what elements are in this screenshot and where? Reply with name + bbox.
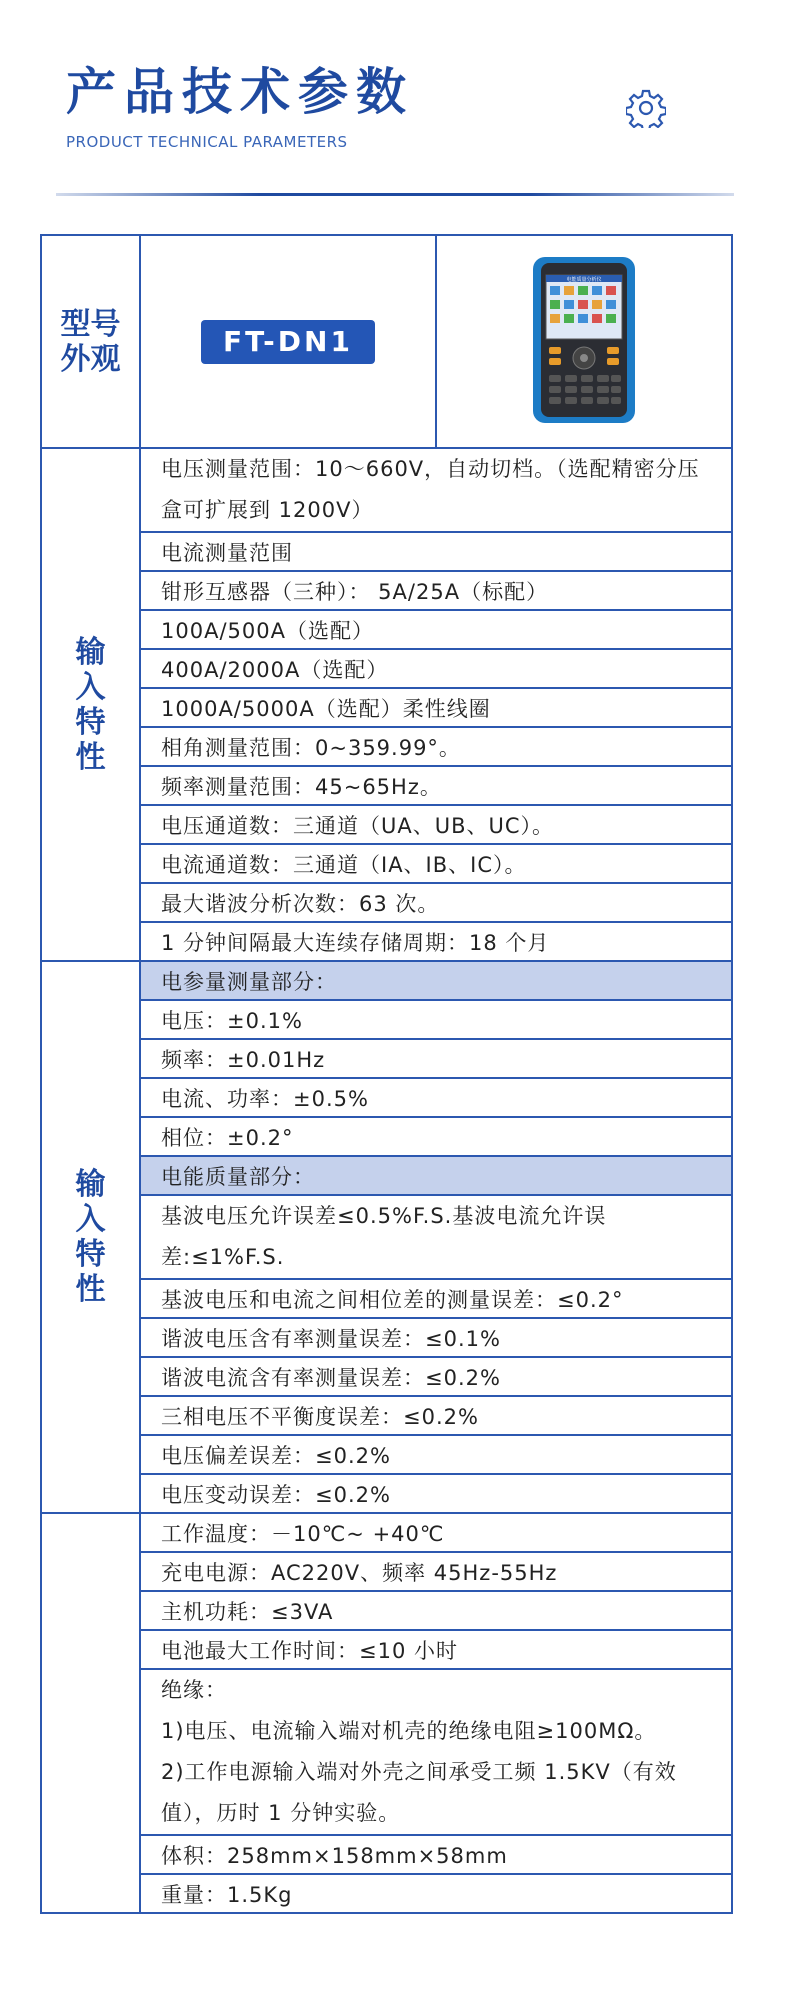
spec-row (41, 1552, 732, 1591)
spec-row (41, 1156, 732, 1195)
spec-row (41, 532, 732, 571)
spec-row (41, 1591, 732, 1630)
spec-row (41, 1396, 732, 1435)
general-spec-cell: 主机功耗：≤3VA (140, 1591, 732, 1630)
input-spec-cell: 电流测量范围 (140, 532, 732, 571)
input-spec-cell: 电压测量范围：10～660V，自动切档。（选配精密分压盒可扩展到 1200V） (140, 448, 732, 532)
accuracy-section-label-char: 特 (75, 1237, 106, 1272)
general-spec-cell: 体积：258mm×158mm×58mm (140, 1835, 732, 1874)
device-screen-icons (550, 286, 616, 323)
section-heading: 电能质量部分： (140, 1156, 732, 1195)
spec-row (41, 883, 732, 922)
input-section-label-char: 入 (75, 669, 106, 705)
spec-table (40, 234, 731, 1914)
spec-row (41, 805, 732, 844)
spec-row (41, 844, 732, 883)
input-spec-cell: 最大谐波分析次数：63 次。 (140, 883, 732, 922)
accuracy-spec-cell: 电压偏差误差：≤0.2% (140, 1435, 732, 1474)
spec-row (41, 688, 732, 727)
input-spec-cell: 1000A/5000A（选配）柔性线圈 (140, 688, 732, 727)
spec-row (41, 610, 732, 649)
spec-row (41, 571, 732, 610)
accuracy-spec-cell: 谐波电流含有率测量误差：≤0.2% (140, 1357, 732, 1396)
general-spec-cell: 重量：1.5Kg (140, 1874, 732, 1913)
input-section-label-char: 输 (75, 634, 106, 670)
spec-row (41, 922, 732, 961)
accuracy-spec-cell: 电压：±0.1% (140, 1000, 732, 1039)
device-image-cell (436, 235, 732, 448)
accuracy-section-label-char: 性 (75, 1272, 106, 1307)
input-spec-cell: 电压通道数：三通道（UA、UB、UC）。 (140, 805, 732, 844)
general-spec-cell: 工作温度：－10℃~ +40℃ (140, 1513, 732, 1552)
input-spec-cell: 频率测量范围：45~65Hz。 (140, 766, 732, 805)
gear-icon (626, 88, 666, 128)
page-subtitle: PRODUCT TECHNICAL PARAMETERS (66, 133, 348, 151)
spec-row (41, 1000, 732, 1039)
spec-row (41, 1630, 732, 1669)
accuracy-spec-cell: 三相电压不平衡度误差：≤0.2% (140, 1396, 732, 1435)
spec-row (41, 1874, 732, 1913)
page-title: 产品技术参数 (66, 63, 414, 121)
input-spec-cell: 1 分钟间隔最大连续存储周期：18 个月 (140, 922, 732, 961)
accuracy-spec-cell: 基波电压和电流之间相位差的测量误差：≤0.2° (140, 1279, 732, 1318)
accuracy-spec-cell: 基波电压允许误差≤0.5%F.S.基波电流允许误差:≤1%F.S. (140, 1195, 732, 1279)
device-image (529, 255, 639, 425)
input-spec-cell: 100A/500A（选配） (140, 610, 732, 649)
spec-row (41, 727, 732, 766)
insulation-title: 绝缘： (161, 1678, 227, 1702)
accuracy-section-label-char: 入 (75, 1202, 106, 1237)
general-section-label (41, 1513, 140, 1913)
spec-row (41, 1318, 732, 1357)
accuracy-spec-cell: 电压变动误差：≤0.2% (140, 1474, 732, 1513)
spec-row (41, 1039, 732, 1078)
input-spec-cell: 钳形互感器（三种）： 5A/25A（标配） (140, 571, 732, 610)
device-screen-title: 电能质量分析仪 (566, 276, 602, 283)
model-name-cell (140, 235, 436, 448)
spec-row (41, 1357, 732, 1396)
input-spec-cell: 相角测量范围：0~359.99°。 (140, 727, 732, 766)
spec-row (41, 1513, 732, 1552)
accuracy-spec-cell: 相位：±0.2° (140, 1117, 732, 1156)
model-label: 型号 外观 (41, 235, 140, 448)
general-spec-cell: 电池最大工作时间：≤10 小时 (140, 1630, 732, 1669)
spec-row (41, 961, 732, 1000)
spec-row (41, 1117, 732, 1156)
input-spec-cell: 400A/2000A（选配） (140, 649, 732, 688)
model-badge: FT-DN1 (201, 320, 375, 364)
insulation-line1: 1)电压、电流输入端对机壳的绝缘电阻≥100MΩ。 (161, 1719, 657, 1743)
spec-row (41, 1835, 732, 1874)
input-spec-cell: 电流通道数：三通道（IA、IB、IC）。 (140, 844, 732, 883)
spec-row (41, 1195, 732, 1279)
spec-row (41, 1474, 732, 1513)
input-section-label-char: 特 (75, 704, 106, 740)
accuracy-section-label (41, 961, 140, 1513)
model-row (41, 235, 732, 448)
spec-row (41, 448, 732, 532)
general-spec-cell: 充电电源：AC220V、频率 45Hz-55Hz (140, 1552, 732, 1591)
insulation-line2: 2)工作电源输入端对外壳之间承受工频 1.5KV（有效值），历时 1 分钟实验。 (161, 1760, 677, 1825)
spec-row (41, 649, 732, 688)
spec-row (41, 1078, 732, 1117)
accuracy-spec-cell: 谐波电压含有率测量误差：≤0.1% (140, 1318, 732, 1357)
input-section-label-char: 性 (75, 739, 106, 775)
spec-row (41, 1279, 732, 1318)
insulation-cell (140, 1669, 732, 1835)
accuracy-section-label-char: 输 (75, 1167, 106, 1202)
spec-row (41, 1435, 732, 1474)
header-divider (56, 193, 734, 196)
accuracy-spec-cell: 频率：±0.01Hz (140, 1039, 732, 1078)
accuracy-spec-cell: 电流、功率：±0.5% (140, 1078, 732, 1117)
input-section-label (41, 448, 140, 961)
spec-row (41, 1669, 732, 1835)
spec-row (41, 766, 732, 805)
section-heading: 电参量测量部分： (140, 961, 732, 1000)
